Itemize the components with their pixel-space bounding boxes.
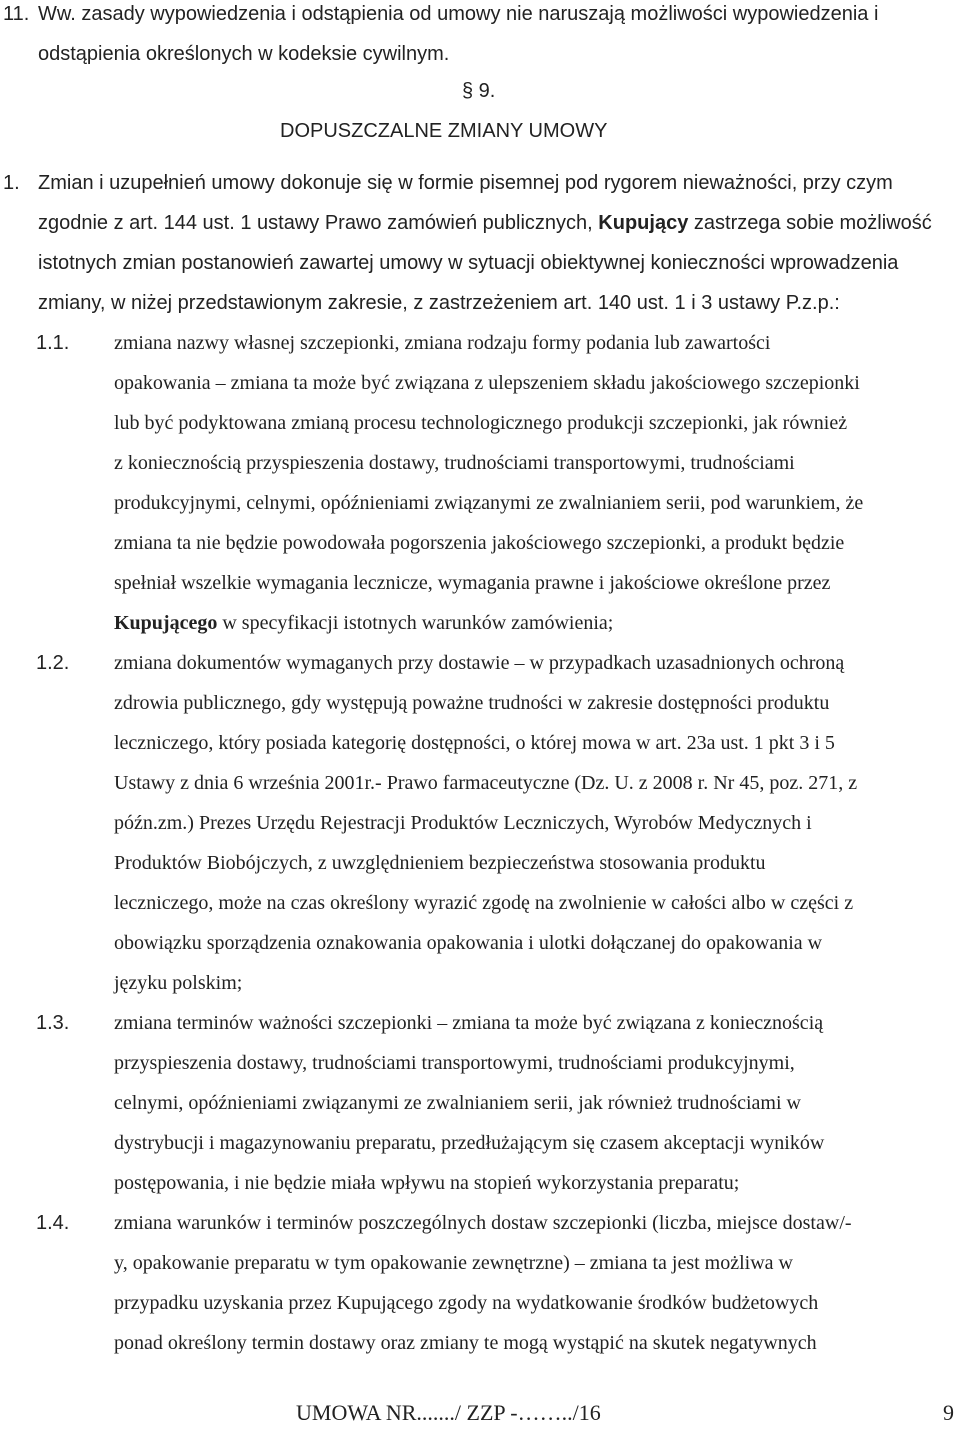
subitem-line: ponad określony termin dostawy oraz zmiany te mogą wystąpić na skutek negatywnych bbox=[114, 1332, 817, 1354]
subitem-line: obowiązku sporządzenia oznakowania opakowania i ulotki dołączanej do opakowania w bbox=[114, 932, 823, 954]
subitem-line: dystrybucji i magazynowaniu preparatu, przedłużającym się czasem akceptacji wyników bbox=[114, 1132, 825, 1154]
subitem-number: 1.2. bbox=[36, 652, 70, 674]
paragraph-text: zastrzega sobie możliwość bbox=[688, 212, 932, 234]
subitem-line: zmiana ta nie będzie powodowała pogorszenia jakościowego szczepionki, a produkt będzie bbox=[114, 532, 845, 554]
subitem-line bbox=[114, 613, 613, 633]
subitem-line: produkcyjnymi, celnymi, opóźnieniami związanymi ze zwalnianiem serii, pod warunkiem, że bbox=[114, 492, 864, 514]
subitem-line: y, opakowanie preparatu w tym opakowanie zewnętrzne) – zmiana ta jest możliwa w bbox=[114, 1252, 793, 1274]
subitem-line: leczniczego, który posiada kategorię dostępności, o której mowa w art. 23a ust. 1 pkt 3 i 5 bbox=[114, 732, 835, 754]
subitem-line: lub być podyktowana zmianą procesu technologicznego produkcji szczepionki, jak również bbox=[114, 412, 848, 434]
paragraph-line bbox=[38, 213, 932, 233]
subitem-line: spełniał wszelkie wymagania lecznicze, wymagania prawne i jakościowe określone przez bbox=[114, 572, 831, 594]
subitem-text: w specyfikacji istotnych warunków zamówienia; bbox=[217, 612, 614, 634]
section-symbol: § 9. bbox=[462, 80, 496, 102]
paragraph-line: Zmian i uzupełnień umowy dokonuje się w formie pisemnej pod rygorem nieważności, przy czym bbox=[38, 172, 893, 194]
subitem-line: zmiana warunków i terminów poszczególnych dostaw szczepionki (liczba, miejsce dostaw/- bbox=[114, 1212, 852, 1234]
section-title: DOPUSZCZALNE ZMIANY UMOWY bbox=[280, 120, 608, 142]
paragraph-line: zmiany, w niżej przedstawionym zakresie, z zastrzeżeniem art. 140 ust. 1 i 3 ustawy P.z.p.: bbox=[38, 292, 840, 314]
subitem-line: celnymi, opóźnieniami związanymi ze zwalnianiem serii, jak również trudnościami w bbox=[114, 1092, 801, 1114]
intro-line: Ww. zasady wypowiedzenia i odstąpienia od umowy nie naruszają możliwości wypowiedzenia i bbox=[38, 3, 879, 25]
subitem-line: opakowania – zmiana ta może być związana z ulepszeniem składu jakościowego szczepionki bbox=[114, 372, 860, 394]
subitem-line: zmiana terminów ważności szczepionki – zmiana ta może być związana z koniecznością bbox=[114, 1012, 824, 1034]
paragraph-line: istotnych zmian postanowień zawartej umowy w sytuacji obiektywnej konieczności wprowadzenia bbox=[38, 252, 899, 274]
buyer-term: Kupującego bbox=[114, 612, 218, 634]
subitem-number: 1.1. bbox=[36, 332, 70, 354]
subitem-number: 1.4. bbox=[36, 1212, 70, 1234]
paragraph-text: zgodnie z art. 144 ust. 1 ustawy Prawo zamówień publicznych, bbox=[38, 212, 599, 234]
subitem-line: postępowania, i nie będzie miała wpływu na stopień wykorzystania preparatu; bbox=[114, 1172, 740, 1194]
subitem-line: przyspieszenia dostawy, trudnościami transportowymi, trudnościami produkcyjnymi, bbox=[114, 1052, 795, 1074]
subitem-number: 1.3. bbox=[36, 1012, 70, 1034]
subitem-line: późn.zm.) Prezes Urzędu Rejestracji Produktów Leczniczych, Wyrobów Medycznych i bbox=[114, 812, 812, 834]
page-number: 9 bbox=[943, 1400, 954, 1425]
intro-line: odstąpienia określonych w kodeksie cywilnym. bbox=[38, 43, 450, 65]
subitem-line: języku polskim; bbox=[114, 972, 243, 994]
subitem-line: zmiana dokumentów wymaganych przy dostawie – w przypadkach uzasadnionych ochroną bbox=[114, 652, 845, 674]
paragraph-number: 1. bbox=[3, 172, 20, 194]
subitem-line: zmiana nazwy własnej szczepionki, zmiana rodzaju formy podania lub zawartości bbox=[114, 332, 771, 354]
subitem-line: Ustawy z dnia 6 września 2001r.- Prawo farmaceutyczne (Dz. U. z 2008 r. Nr 45, poz. 271, z bbox=[114, 772, 858, 794]
subitem-line: z koniecznością przyspieszenia dostawy, trudnościami transportowymi, trudnościami bbox=[114, 452, 795, 474]
subitem-line: przypadku uzyskania przez Kupującego zgody na wydatkowanie środków budżetowych bbox=[114, 1292, 819, 1314]
subitem-line: leczniczego, może na czas określony wyrazić zgodę na zwolnienie w całości albo w części z bbox=[114, 892, 854, 914]
subitem-line: zdrowia publicznego, gdy występują poważne trudności w zakresie dostępności produktu bbox=[114, 692, 830, 714]
buyer-term: Kupujący bbox=[598, 212, 689, 234]
footer-title: UMOWA NR......./ ZZP -……../16 bbox=[296, 1400, 601, 1425]
item-number: 11. bbox=[3, 3, 30, 25]
subitem-line: Produktów Biobójczych, z uwzględnieniem bezpieczeństwa stosowania produktu bbox=[114, 852, 766, 874]
